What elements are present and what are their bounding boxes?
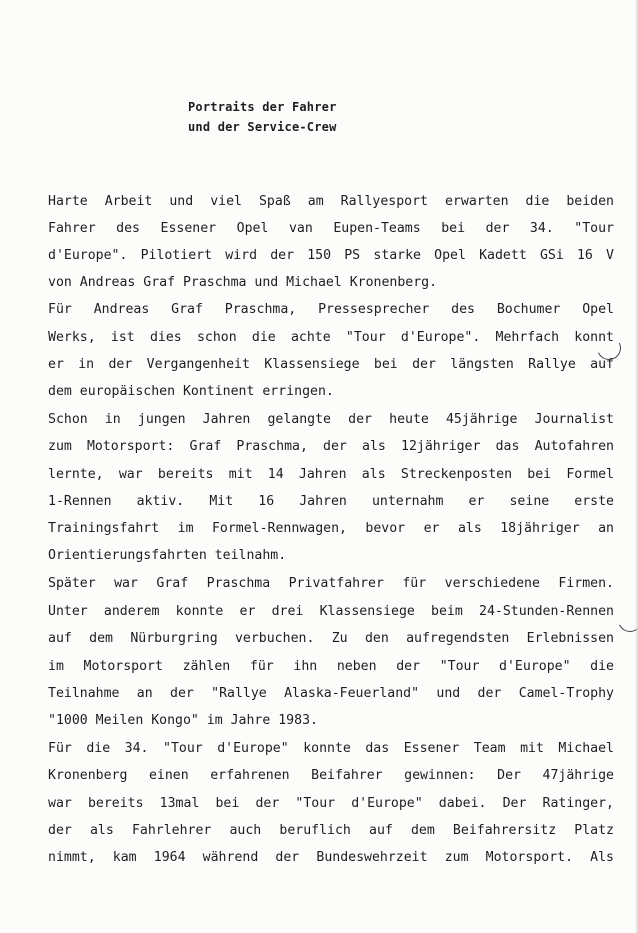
body-line: lernte, war bereits mit 14 Jahren als Streckenposten bei Formel (48, 467, 614, 482)
body-line: Unter anderem konnte er drei Klassensiege beim 24-Stunden-Rennen (48, 604, 614, 619)
body-line: zum Motorsport: Graf Praschma, der als 12jähriger das Autofahren (48, 439, 614, 454)
body-line: Schon in jungen Jahren gelangte der heute 45jährige Journalist (48, 412, 614, 427)
body-line: "1000 Meilen Kongo" im Jahre 1983. (48, 713, 318, 728)
body-line: d'Europe". Pilotiert wird der 150 PS starke Opel Kadett GSi 16 V (48, 248, 614, 263)
body-line: Kronenberg einen erfahrenen Beifahrer gewinnen: Der 47jährige (48, 768, 614, 783)
body-line: Werks, ist dies schon die achte "Tour d'Europe". Mehrfach konnt (48, 330, 614, 345)
body-line: Für Andreas Graf Praschma, Pressesprecher des Bochumer Opel (48, 302, 614, 317)
body-line: er in der Vergangenheit Klassensiege bei der längsten Rallye auf (48, 357, 614, 372)
body-line: der als Fahrlehrer auch beruflich auf dem Beifahrersitz Platz (48, 823, 614, 838)
title-line-2: und der Service-Crew (188, 120, 337, 134)
body-line: Fahrer des Essener Opel van Eupen-Teams bei der 34. "Tour (48, 221, 614, 236)
body-line: Später war Graf Praschma Privatfahrer für verschiedene Firmen. (48, 576, 614, 591)
body-line: von Andreas Graf Praschma und Michael Kronenberg. (48, 275, 438, 290)
body-line: Orientierungsfahrten teilnahm. (48, 548, 287, 563)
body-line: im Motorsport zählen für ihn neben der "Tour d'Europe" die (48, 659, 614, 674)
document-title (188, 97, 337, 137)
title-line-1: Portraits der Fahrer (188, 100, 337, 114)
body-line: nimmt, kam 1964 während der Bundeswehrzeit zum Motorsport. Als (48, 850, 614, 865)
body-line: 1-Rennen aktiv. Mit 16 Jahren unternahm er seine erste (48, 494, 614, 509)
body-line: dem europäischen Kontinent erringen. (48, 384, 334, 399)
body-line: Teilnahme an der "Rallye Alaska-Feuerland" und der Camel-Trophy (48, 686, 614, 701)
body-line: Für die 34. "Tour d'Europe" konnte das Essener Team mit Michael (48, 741, 614, 756)
body-line: Harte Arbeit und viel Spaß am Rallyesport erwarten die beiden (48, 194, 614, 209)
body-line: war bereits 13mal bei der "Tour d'Europe" dabei. Der Ratinger, (48, 796, 614, 811)
body-line: Trainingsfahrt im Formel-Rennwagen, bevor er als 18jähriger an (48, 521, 614, 536)
body-line: auf dem Nürburgring verbuchen. Zu den aufregendsten Erlebnissen (48, 631, 614, 646)
